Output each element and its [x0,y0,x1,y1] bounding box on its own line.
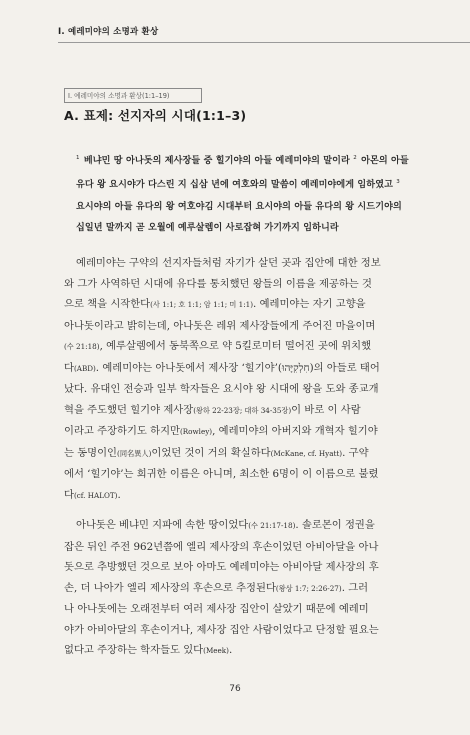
section-title: A. 표제: 선지자의 시대(1:1–3) [64,108,247,123]
header-rule [58,42,470,43]
citation: (왕상 1:7; 2:26-27) [275,583,342,593]
text-line: 와 그가 사역하던 시대에 유다를 통치했던 왕들의 이름을 제공하는 것 [64,277,372,290]
text-line [64,515,408,537]
text-line [64,485,408,507]
text-run: 는 동명이인 [64,446,118,459]
text-run: 이 바로 이 사람 [291,403,361,416]
text-line [64,421,408,443]
verse-number: 3 [396,179,400,186]
text-line: 야가 아비아달의 후손이거나, 제사장 집안 사람이었다고 단정할 필요는 [64,623,379,636]
text-run: 으로 책을 시작한다 [64,298,151,310]
verse-number: 2 [353,155,357,161]
verse-line [76,218,416,239]
commentary-paragraph-2 [64,515,408,662]
verse-text: 십일년 말까지 곧 오월에 예루살렘이 사로잡혀 가기까지 임하니라 [76,222,339,233]
text-run: . [117,488,121,501]
page-number: 76 [229,684,241,694]
text-run: . 예레미야는 아나돗에서 제사장 ‘힐기야’(חִלְקִיָּהוּ)의 아들로 태어 [95,361,380,374]
verse-text: 베냐민 땅 아나돗의 제사장들 중 힐기야의 아들 예레미야의 말이라 [83,156,350,166]
text-run: 다 [64,488,74,501]
text-line: 아나돗이라고 밝히는데, 아나돗은 레위 제사장들에게 주어진 마을이며 [64,319,376,332]
text-line: 잡은 뒤인 주전 962년쯤에 엘리 제사장의 후손이었던 아비아달을 아나 [64,540,379,553]
citation: (同名異人) [117,448,152,458]
text-line [64,400,408,422]
citation: (Rowley) [179,427,213,436]
commentary-paragraph-1 [64,253,408,506]
citation: (수 21:17-18) [248,521,296,530]
text-line: 나 아나돗에는 오래전부터 여러 제사장 집안이 살았기 때문에 예레미 [64,603,369,615]
text-run: , 예레미야의 아버지와 개혁자 힐기야 [212,425,378,437]
verse-line [76,148,416,172]
citation: (수 21:18) [64,342,100,351]
text-run: 다 [64,361,74,374]
text-run: 이었던 것이 거의 확실하다 [151,446,271,459]
text-run: 아나돗은 베냐민 지파에 속한 땅이었다 [76,519,249,531]
citation: (Meek) [203,646,229,655]
text-line [64,640,408,662]
text-run: 이라고 주장하기도 하지만 [64,425,180,437]
text-run: 혁을 주도했던 힐기야 제사장 [64,403,194,416]
verse-number: 1 [76,155,80,161]
text-line: 돗으로 추방했던 것으로 보아 아마도 예레미야는 아비아달 제사장의 후 [64,561,379,573]
text-run: . 솔로몬이 정권을 [295,519,375,531]
citation: (McKane, cf. Hyatt) [270,448,343,458]
text-run: . 그러 [341,581,369,594]
running-head: I. 예레미야의 소명과 환상 [58,27,159,37]
text-run: , 예루살렘에서 동북쪽으로 약 5킬로미터 떨어진 곳에 위치했 [99,340,372,352]
citation: (cf. HALOT) [73,490,118,500]
text-run: 없다고 주장하는 학자들도 있다 [64,644,204,656]
text-line: 에서 ‘힐기야’는 희귀한 이름은 아니며, 최소한 6명이 이 이름으로 불렸 [64,468,379,480]
citation: (사 1:1; 호 1:1; 암 1:1; 미 1:1) [150,300,254,309]
section-label: I. 예레미야의 소명과 환상(1:1–19) [64,88,202,103]
text-run: . 예레미야는 자기 고향을 [253,298,366,310]
scripture-passage [76,148,416,239]
text-line [64,578,408,600]
verse-text: 요시야의 아들 유다의 왕 여호야김 시대부터 요시야의 아들 유다의 왕 시드기야의 [76,201,402,212]
verse-text: 아몬의 아들 [361,156,409,166]
text-line: 예레미야는 구약의 선지자들처럼 자기가 살던 곳과 집안에 대한 정보 [76,257,381,269]
verse-text: 유다 왕 요시야가 다스린 지 십삼 년에 여호와의 말씀이 예레미야에게 임하였고 [76,180,393,191]
citation: (ABD) [73,363,96,373]
text-line [64,294,408,316]
text-line: 났다. 유대인 전승과 일부 학자들은 요시야 왕 시대에 왕을 도와 종교개 [64,383,379,395]
text-line [64,336,408,358]
verse-line [76,197,416,218]
text-line [64,443,408,465]
citation: (왕하 22-23장; 대하 34-35장) [193,405,292,415]
text-run: . [228,644,233,656]
verse-line [76,172,416,196]
text-line [64,358,408,380]
text-run: . 구약 [342,446,369,459]
text-run: 손, 더 나아가 엘리 제사장의 후손으로 추정된다 [64,581,276,594]
